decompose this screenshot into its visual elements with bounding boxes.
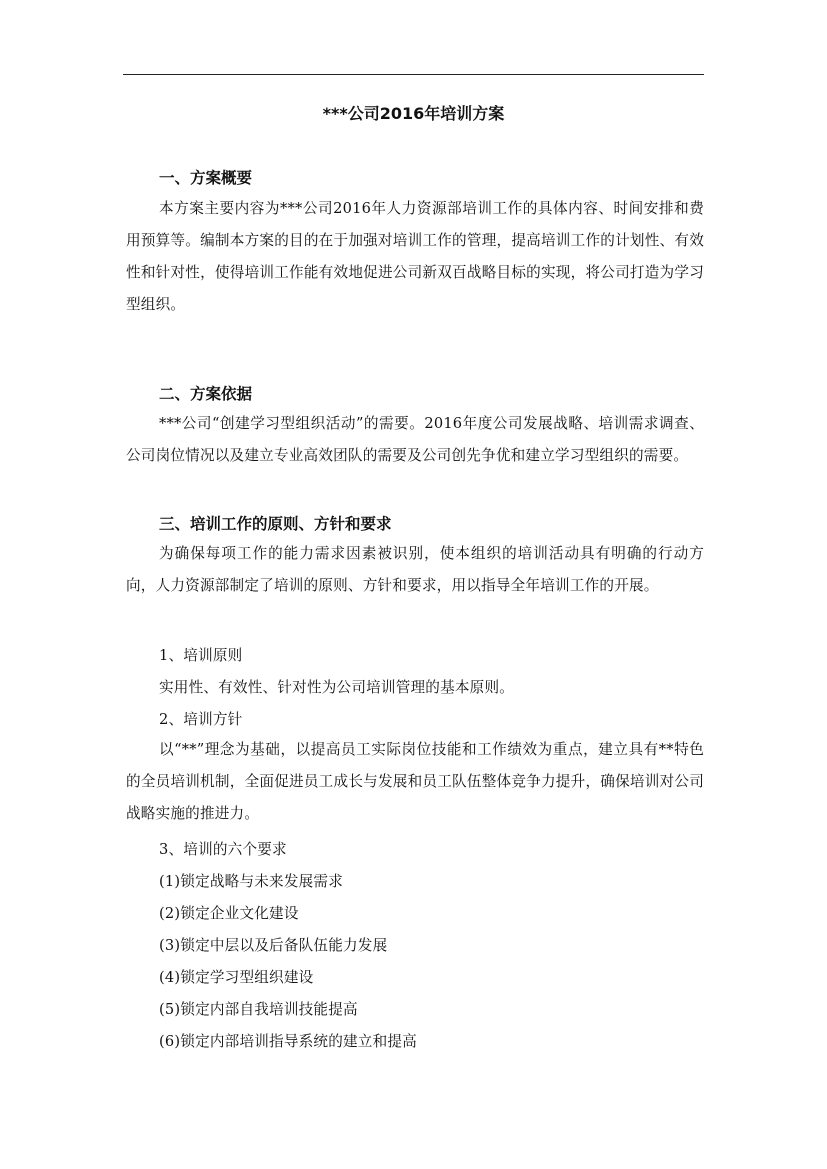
subsection-principles-body: 实用性、有效性、针对性为公司培训管理的基本原则。: [159, 679, 515, 696]
section-2-body: ***公司“创建学习型组织活动”的需要。2016年度公司发展战略、培训需求调查、公司岗位情况以及建立专业高效团队的需要及公司创先争优和建立学习型组织的需要。: [126, 415, 704, 464]
subsection-policy-title: 2、培训方针: [159, 711, 243, 728]
section-3-body: 为确保每项工作的能力需求因素被识别，使本组织的培训活动具有明确的行动方向，人力资源部制定了培训的原则、方针和要求，用以指导全年培训工作的开展。: [126, 545, 704, 594]
section-2-heading: 二、方案依据: [159, 385, 253, 403]
requirement-item: (2)锁定企业文化建设: [159, 905, 299, 922]
subsection-policy-body: 以“**”理念为基础，以提高员工实际岗位技能和工作绩效为重点，建立具有**特色的全员培训机制，全面促进员工成长与发展和员工队伍整体竞争力提升，确保培训对公司战略实施的推进力。: [126, 741, 704, 822]
requirement-item: (6)锁定内部培训指导系统的建立和提高: [159, 1033, 417, 1050]
section-3-heading: 三、培训工作的原则、方针和要求: [159, 515, 392, 533]
subsection-requirements-title: 3、培训的六个要求: [159, 841, 287, 858]
section-1-body: 本方案主要内容为***公司2016年人力资源部培训工作的具体内容、时间安排和费用预算等。编制本方案的目的在于加强对培训工作的管理，提高培训工作的计划性、有效性和针对性，使得培训工作能有效地促进公司新双百战略目标的实现，将公司打造为学习型组织。: [126, 200, 704, 313]
section-1-heading: 一、方案概要: [159, 169, 253, 187]
header-rule: [123, 74, 704, 75]
requirement-item: (5)锁定内部自我培训技能提高: [159, 1001, 358, 1018]
requirement-item: (1)锁定战略与未来发展需求: [159, 873, 344, 890]
requirement-item: (3)锁定中层以及后备队伍能力发展: [159, 937, 388, 954]
requirement-item: (4)锁定学习型组织建设: [159, 969, 314, 986]
subsection-principles-title: 1、培训原则: [159, 647, 243, 664]
document-title: ***公司2016年培训方案: [322, 104, 505, 123]
